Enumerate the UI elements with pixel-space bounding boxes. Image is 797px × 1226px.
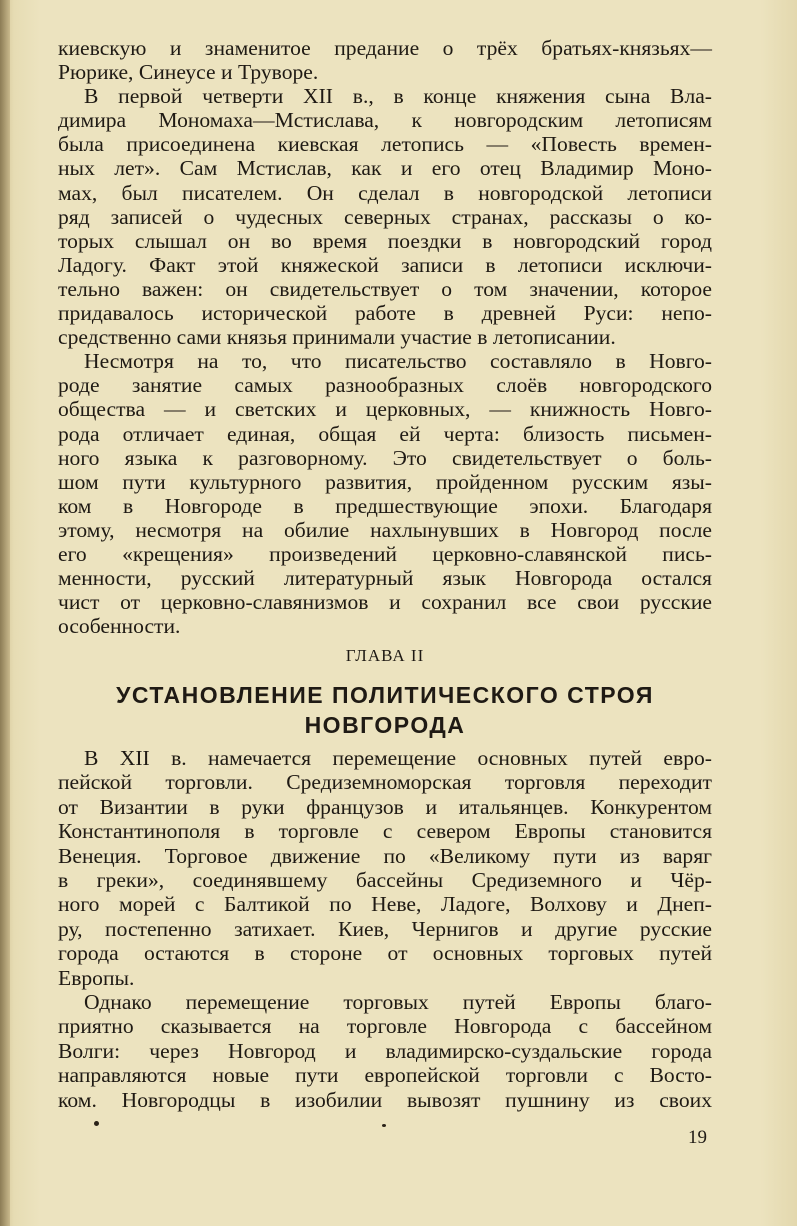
paragraph-3 (58, 349, 712, 638)
text-line: была присоединена киевская летопись — «Повесть времен- (58, 132, 712, 157)
text-line: менности, русский литературный язык Новгорода остался (58, 566, 712, 591)
chapter-title-line-2: НОВГОРОДА (304, 712, 466, 738)
text-line: Несмотря на то, что писательство составляло в Новго- (84, 349, 712, 374)
page-number: 19 (688, 1127, 707, 1148)
text-line: Волги: через Новгород и владимирско-суздальские города (58, 1038, 712, 1063)
top-text-block (58, 36, 712, 638)
text-line: ного языка к разговорному. Это свидетельствует о боль- (58, 445, 712, 470)
text-line: ных лет». Сам Мстислав, как и его отец Владимир Моно- (58, 156, 712, 181)
text-line: мах, был писателем. Он сделал в новгородской летописи (58, 180, 712, 205)
text-line: ком. Новгородцы в изобилии вывозят пушнину из своих (58, 1087, 712, 1112)
text-line: пейской торговли. Средиземноморская торговля переходит (58, 770, 712, 795)
text-line: в греки», соединявшему бассейны Средиземного и Чёр- (58, 868, 712, 893)
chapter-title-line-1: УСТАНОВЛЕНИЕ ПОЛИТИЧЕСКОГО СТРОЯ (116, 682, 654, 708)
text-line: Константинополя в торговле с севером Европы становится (58, 819, 712, 844)
text-line: ного морей с Балтикой по Неве, Ладоге, Волхову и Днеп- (58, 892, 712, 917)
text-line: Венеция. Торговое движение по «Великому пути из варяг (58, 843, 712, 868)
text-line: шом пути культурного развития, пройденном русским язы- (58, 469, 712, 494)
text-line: Однако перемещение торговых путей Европы благо- (84, 990, 712, 1015)
text-line: торых слышал он во время поездки в новгородский город (58, 228, 712, 253)
text-line: чист от церковно-славянизмов и сохранил все свои русские (58, 590, 712, 615)
chapter-title (58, 680, 712, 740)
text-line: этому, несмотря на обилие нахлынувших в Новгород после (58, 517, 712, 542)
text-line: В первой четверти XII в., в конце княжения сына Вла- (84, 84, 712, 109)
text-line: В XII в. намечается перемещение основных путей евро- (84, 746, 712, 770)
bottom-text-block (58, 746, 712, 1112)
text-line: рода отличает единая, общая ей черта: близость письмен- (58, 421, 712, 446)
chapter-label: ГЛАВА II (345, 646, 425, 665)
paragraph-2 (58, 84, 712, 349)
text-line: приятно сказывается на торговле Новгорода с бассейном (58, 1014, 712, 1039)
text-line: ряд записей о чудесных северных странах, рассказы о ко- (58, 204, 712, 229)
text-line: средственно сами князья принимали участие в летописании. (58, 325, 616, 350)
text-line: ру, постепенно затихает. Киев, Чернигов и другие русские (58, 916, 712, 941)
text-line: тельно важен: он свидетельствует о том значении, которое (58, 276, 712, 301)
text-line: его «крещения» произведений церковно-славянской пись- (58, 541, 712, 566)
text-line: Европы. (58, 965, 135, 990)
text-line: направляются новые пути европейской торговли с Восто- (58, 1063, 712, 1088)
text-line: димира Мономаха—Мстислава, к новгородским летописям (58, 108, 712, 133)
text-line: придавалось исторической работе в древней Руси: непо- (58, 301, 712, 326)
text-line: Рюрике, Синеусе и Труворе. (58, 60, 319, 85)
page-spine-shadow (0, 0, 10, 1226)
paragraph-4 (58, 746, 712, 990)
text-line: роде занятие самых разнообразных слоёв новгородского (58, 373, 712, 398)
ink-speck (382, 1124, 386, 1127)
paragraph-5 (58, 990, 712, 1112)
text-line: Ладогу. Факт этой княжеской записи в летописи исключи- (58, 252, 712, 277)
text-line: общества — и светских и церковных, — книжность Новго- (58, 397, 712, 422)
text-line: особенности. (58, 614, 181, 639)
paragraph-1 (58, 36, 712, 84)
text-line: от Византии в руки французов и итальянцев. Конкурентом (58, 794, 712, 819)
ink-speck (94, 1121, 99, 1126)
text-line: города остаются в стороне от основных торговых путей (58, 941, 712, 966)
text-line: киевскую и знаменитое предание о трёх братьях-князьях— (58, 36, 712, 60)
text-line: ком в Новгороде в предшествующие эпохи. Благодаря (58, 493, 712, 518)
